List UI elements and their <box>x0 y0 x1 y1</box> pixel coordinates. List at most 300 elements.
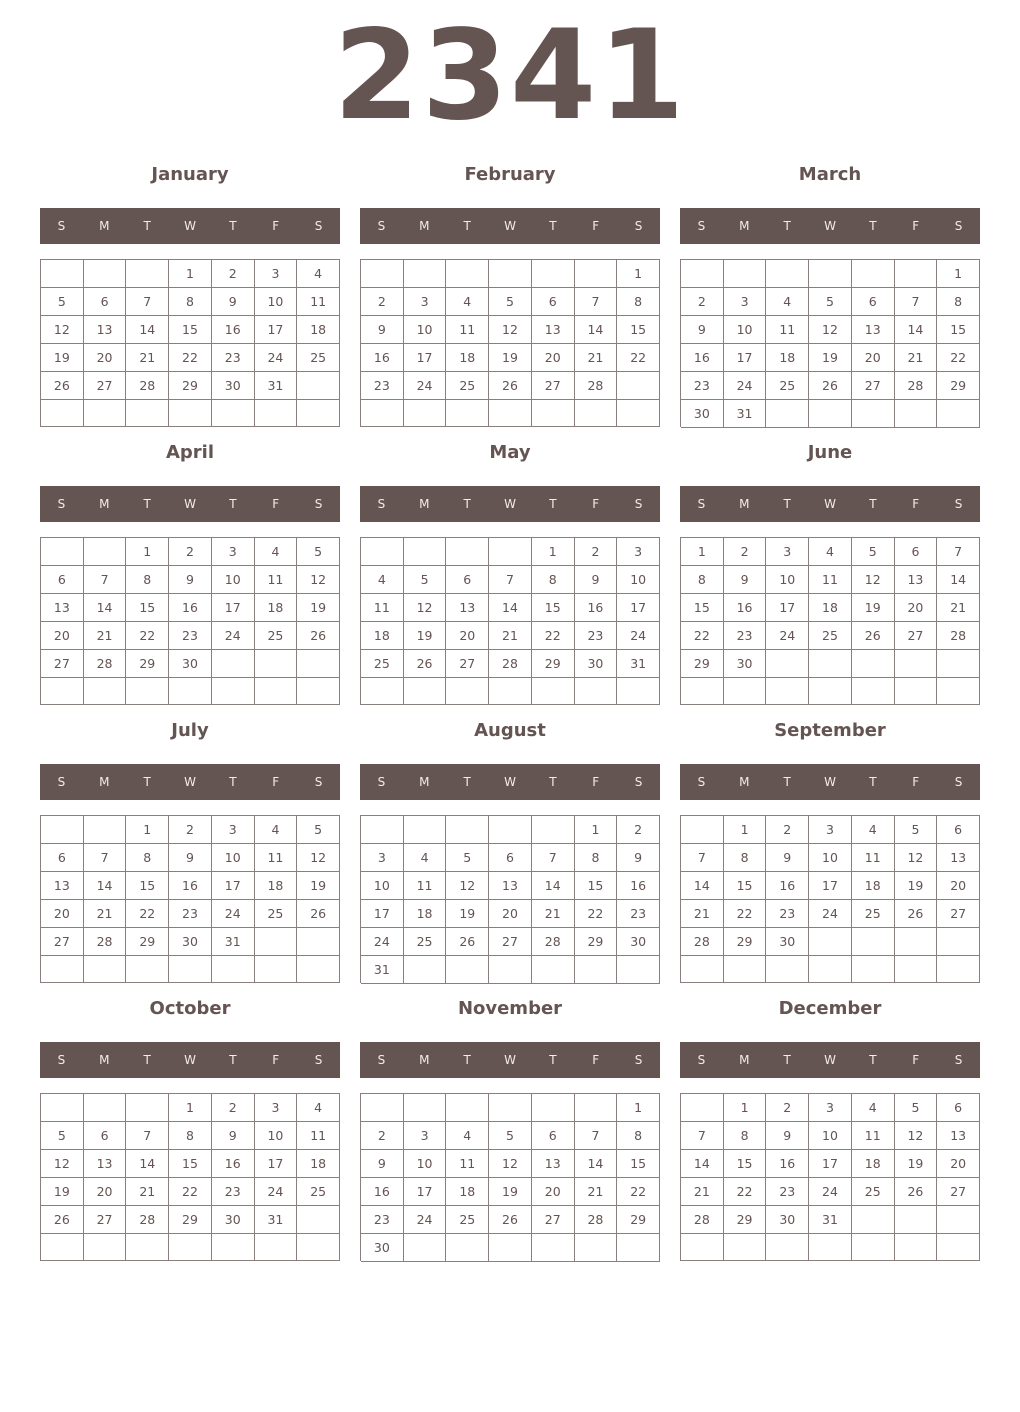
day-cell: 31 <box>724 400 767 428</box>
day-cell: 8 <box>575 844 618 872</box>
empty-cell <box>297 400 340 427</box>
empty-cell <box>852 260 895 288</box>
weekday-label: T <box>783 1053 791 1067</box>
weekday-label: S <box>314 219 323 233</box>
empty-cell <box>446 816 489 844</box>
empty-cell <box>404 1234 447 1262</box>
month-name: September <box>774 720 886 741</box>
weekday-label: T <box>463 219 471 233</box>
empty-cell <box>404 260 447 288</box>
day-cell: 26 <box>895 900 938 928</box>
day-cell: 26 <box>852 622 895 650</box>
weekday-label: F <box>272 775 280 789</box>
empty-cell <box>361 400 404 427</box>
day-cell: 12 <box>297 844 340 872</box>
day-cell: 20 <box>446 622 489 650</box>
day-cell: 5 <box>895 816 938 844</box>
day-cell: 9 <box>724 566 767 594</box>
empty-cell <box>766 650 809 678</box>
weekday-label: S <box>954 219 963 233</box>
weekday-label: T <box>869 775 877 789</box>
day-cell: 20 <box>41 900 84 928</box>
day-cell: 23 <box>169 900 212 928</box>
day-cell: 10 <box>255 288 298 316</box>
empty-cell <box>84 678 127 705</box>
empty-cell <box>532 1094 575 1122</box>
day-cell: 25 <box>297 344 340 372</box>
day-cell: 6 <box>532 1122 575 1150</box>
day-cell: 13 <box>532 1150 575 1178</box>
empty-cell <box>297 650 340 678</box>
day-grid <box>680 815 980 983</box>
day-cell: 20 <box>937 1150 980 1178</box>
day-cell: 14 <box>937 566 980 594</box>
day-cell: 6 <box>84 288 127 316</box>
empty-cell <box>895 1206 938 1234</box>
day-cell: 1 <box>169 1094 212 1122</box>
day-cell: 27 <box>84 1206 127 1234</box>
day-cell: 6 <box>446 566 489 594</box>
day-cell: 31 <box>809 1206 852 1234</box>
empty-cell <box>681 816 724 844</box>
day-cell: 30 <box>169 928 212 956</box>
day-cell: 16 <box>575 594 618 622</box>
day-cell: 21 <box>575 344 618 372</box>
day-cell: 5 <box>297 816 340 844</box>
day-grid <box>680 259 980 427</box>
day-cell: 25 <box>446 372 489 400</box>
empty-cell <box>361 538 404 566</box>
day-cell: 20 <box>532 1178 575 1206</box>
month-name: April <box>165 442 215 463</box>
day-cell: 23 <box>361 1206 404 1234</box>
day-cell: 29 <box>532 650 575 678</box>
weekday-label: S <box>57 219 66 233</box>
empty-cell <box>404 400 447 427</box>
weekday-label: M <box>419 775 430 789</box>
day-cell: 27 <box>852 372 895 400</box>
day-cell: 24 <box>809 900 852 928</box>
day-cell: 10 <box>361 872 404 900</box>
empty-cell <box>809 928 852 956</box>
weekday-label: S <box>377 497 386 511</box>
day-cell: 15 <box>617 316 660 344</box>
day-cell: 27 <box>84 372 127 400</box>
day-cell: 24 <box>404 372 447 400</box>
empty-cell <box>446 956 489 984</box>
day-cell: 16 <box>361 1178 404 1206</box>
day-cell: 7 <box>575 288 618 316</box>
day-cell: 21 <box>681 900 724 928</box>
weekday-label: S <box>314 497 323 511</box>
empty-cell <box>84 400 127 427</box>
day-cell: 23 <box>212 344 255 372</box>
day-cell: 27 <box>41 928 84 956</box>
day-cell: 11 <box>297 1122 340 1150</box>
day-cell: 19 <box>297 872 340 900</box>
day-cell: 21 <box>84 622 127 650</box>
day-cell: 17 <box>255 316 298 344</box>
weekday-header <box>360 1042 660 1078</box>
weekday-label: T <box>463 497 471 511</box>
empty-cell <box>84 1094 127 1122</box>
day-grid <box>360 1093 660 1261</box>
day-cell: 3 <box>724 288 767 316</box>
day-cell: 4 <box>852 816 895 844</box>
day-cell: 31 <box>255 372 298 400</box>
day-cell: 18 <box>361 622 404 650</box>
day-grid <box>40 815 340 983</box>
day-cell: 18 <box>766 344 809 372</box>
day-cell: 24 <box>255 1178 298 1206</box>
weekday-label: F <box>912 497 920 511</box>
day-cell: 10 <box>212 566 255 594</box>
weekday-label: S <box>697 775 706 789</box>
day-cell: 11 <box>361 594 404 622</box>
empty-cell <box>255 956 298 983</box>
weekday-label: S <box>634 775 643 789</box>
day-cell: 5 <box>852 538 895 566</box>
empty-cell <box>532 260 575 288</box>
weekday-label: M <box>419 1053 430 1067</box>
day-cell: 30 <box>361 1234 404 1262</box>
day-cell: 18 <box>446 1178 489 1206</box>
empty-cell <box>41 1094 84 1122</box>
day-cell: 28 <box>532 928 575 956</box>
day-cell: 18 <box>255 594 298 622</box>
day-cell: 29 <box>126 928 169 956</box>
day-cell: 6 <box>489 844 532 872</box>
day-cell: 7 <box>937 538 980 566</box>
day-cell: 3 <box>212 538 255 566</box>
day-cell: 7 <box>489 566 532 594</box>
day-cell: 19 <box>895 872 938 900</box>
day-cell: 4 <box>446 1122 489 1150</box>
day-cell: 8 <box>126 566 169 594</box>
empty-cell <box>212 1234 255 1261</box>
day-cell: 17 <box>255 1150 298 1178</box>
weekday-label: T <box>783 775 791 789</box>
day-cell: 11 <box>446 1150 489 1178</box>
empty-cell <box>212 956 255 983</box>
empty-cell <box>617 678 660 705</box>
day-cell: 13 <box>84 1150 127 1178</box>
day-cell: 29 <box>575 928 618 956</box>
day-cell: 16 <box>766 1150 809 1178</box>
day-cell: 1 <box>532 538 575 566</box>
day-cell: 30 <box>766 1206 809 1234</box>
day-cell: 8 <box>724 1122 767 1150</box>
empty-cell <box>126 1234 169 1261</box>
weekday-label: M <box>419 219 430 233</box>
weekday-header <box>40 208 340 244</box>
weekday-label: S <box>954 775 963 789</box>
day-cell: 27 <box>937 1178 980 1206</box>
day-cell: 2 <box>212 1094 255 1122</box>
empty-cell <box>575 1234 618 1262</box>
day-cell: 2 <box>361 1122 404 1150</box>
day-cell: 18 <box>255 872 298 900</box>
day-cell: 20 <box>895 594 938 622</box>
day-cell: 5 <box>895 1094 938 1122</box>
weekday-label: T <box>143 1053 151 1067</box>
empty-cell <box>724 260 767 288</box>
day-cell: 2 <box>617 816 660 844</box>
day-cell: 4 <box>255 538 298 566</box>
day-cell: 23 <box>361 372 404 400</box>
day-cell: 14 <box>681 872 724 900</box>
day-cell: 6 <box>852 288 895 316</box>
empty-cell <box>532 400 575 427</box>
day-cell: 15 <box>169 1150 212 1178</box>
day-cell: 19 <box>404 622 447 650</box>
day-cell: 8 <box>617 288 660 316</box>
weekday-label: M <box>99 497 110 511</box>
day-cell: 14 <box>895 316 938 344</box>
day-cell: 18 <box>852 1150 895 1178</box>
weekday-label: T <box>229 219 237 233</box>
empty-cell <box>489 400 532 427</box>
day-cell: 14 <box>575 1150 618 1178</box>
weekday-label: W <box>184 1053 196 1067</box>
day-cell: 21 <box>895 344 938 372</box>
day-cell: 16 <box>766 872 809 900</box>
day-grid <box>680 537 980 705</box>
day-cell: 3 <box>809 816 852 844</box>
day-cell: 6 <box>937 1094 980 1122</box>
day-cell: 7 <box>532 844 575 872</box>
day-cell: 17 <box>809 1150 852 1178</box>
empty-cell <box>809 260 852 288</box>
weekday-header <box>360 486 660 522</box>
weekday-label: S <box>377 775 386 789</box>
day-cell: 9 <box>169 566 212 594</box>
day-cell: 5 <box>404 566 447 594</box>
empty-cell <box>446 678 489 705</box>
day-cell: 28 <box>84 650 127 678</box>
day-cell: 4 <box>446 288 489 316</box>
day-cell: 29 <box>681 650 724 678</box>
weekday-label: T <box>869 497 877 511</box>
day-cell: 1 <box>724 816 767 844</box>
day-cell: 1 <box>617 1094 660 1122</box>
weekday-label: T <box>143 775 151 789</box>
day-cell: 22 <box>126 900 169 928</box>
day-cell: 30 <box>724 650 767 678</box>
day-cell: 15 <box>532 594 575 622</box>
day-cell: 31 <box>361 956 404 984</box>
day-cell: 10 <box>404 316 447 344</box>
day-cell: 4 <box>404 844 447 872</box>
weekday-label: F <box>592 1053 600 1067</box>
empty-cell <box>852 400 895 428</box>
weekday-label: S <box>57 497 66 511</box>
weekday-label: T <box>229 775 237 789</box>
empty-cell <box>404 956 447 984</box>
weekday-label: W <box>824 497 836 511</box>
empty-cell <box>297 1234 340 1261</box>
day-cell: 1 <box>575 816 618 844</box>
day-cell: 6 <box>84 1122 127 1150</box>
day-cell: 22 <box>617 1178 660 1206</box>
weekday-label: M <box>99 775 110 789</box>
day-cell: 26 <box>446 928 489 956</box>
day-cell: 3 <box>255 1094 298 1122</box>
empty-cell <box>446 400 489 427</box>
day-cell: 9 <box>212 288 255 316</box>
day-cell: 8 <box>681 566 724 594</box>
empty-cell <box>809 678 852 705</box>
empty-cell <box>126 260 169 288</box>
day-cell: 4 <box>852 1094 895 1122</box>
day-cell: 4 <box>809 538 852 566</box>
day-cell: 28 <box>937 622 980 650</box>
day-cell: 16 <box>169 872 212 900</box>
empty-cell <box>852 1206 895 1234</box>
day-cell: 2 <box>212 260 255 288</box>
day-cell: 9 <box>617 844 660 872</box>
empty-cell <box>852 1234 895 1261</box>
weekday-label: T <box>229 1053 237 1067</box>
day-cell: 12 <box>41 316 84 344</box>
day-cell: 17 <box>724 344 767 372</box>
empty-cell <box>617 1234 660 1262</box>
empty-cell <box>724 956 767 983</box>
day-cell: 4 <box>766 288 809 316</box>
day-cell: 23 <box>617 900 660 928</box>
empty-cell <box>255 928 298 956</box>
day-cell: 3 <box>404 1122 447 1150</box>
day-cell: 20 <box>852 344 895 372</box>
weekday-label: S <box>697 1053 706 1067</box>
empty-cell <box>489 678 532 705</box>
weekday-label: S <box>377 1053 386 1067</box>
day-cell: 2 <box>169 538 212 566</box>
day-cell: 10 <box>766 566 809 594</box>
day-cell: 11 <box>446 316 489 344</box>
day-cell: 17 <box>404 344 447 372</box>
empty-cell <box>489 1234 532 1262</box>
day-cell: 11 <box>766 316 809 344</box>
empty-cell <box>126 400 169 427</box>
day-cell: 19 <box>895 1150 938 1178</box>
empty-cell <box>895 650 938 678</box>
day-cell: 20 <box>532 344 575 372</box>
day-cell: 11 <box>297 288 340 316</box>
day-cell: 9 <box>361 1150 404 1178</box>
day-cell: 25 <box>809 622 852 650</box>
day-cell: 21 <box>126 344 169 372</box>
day-cell: 25 <box>852 900 895 928</box>
weekday-label: F <box>912 1053 920 1067</box>
day-cell: 16 <box>681 344 724 372</box>
empty-cell <box>617 956 660 984</box>
empty-cell <box>41 956 84 983</box>
weekday-label: S <box>314 775 323 789</box>
day-cell: 11 <box>852 1122 895 1150</box>
day-cell: 8 <box>724 844 767 872</box>
day-cell: 10 <box>212 844 255 872</box>
day-cell: 2 <box>361 288 404 316</box>
weekday-label: M <box>739 775 750 789</box>
month-name: March <box>798 164 862 185</box>
day-cell: 2 <box>169 816 212 844</box>
day-cell: 26 <box>489 1206 532 1234</box>
empty-cell <box>41 816 84 844</box>
weekday-label: T <box>549 219 557 233</box>
weekday-label: W <box>824 1053 836 1067</box>
empty-cell <box>297 1206 340 1234</box>
day-cell: 11 <box>255 844 298 872</box>
empty-cell <box>895 956 938 983</box>
day-cell: 8 <box>169 288 212 316</box>
day-cell: 28 <box>575 372 618 400</box>
weekday-label: T <box>143 219 151 233</box>
day-cell: 8 <box>937 288 980 316</box>
empty-cell <box>766 678 809 705</box>
day-cell: 19 <box>489 344 532 372</box>
day-cell: 13 <box>937 1122 980 1150</box>
weekday-label: S <box>634 1053 643 1067</box>
day-cell: 20 <box>41 622 84 650</box>
day-grid <box>360 537 660 705</box>
day-cell: 26 <box>404 650 447 678</box>
weekday-label: T <box>463 775 471 789</box>
empty-cell <box>681 956 724 983</box>
day-cell: 18 <box>852 872 895 900</box>
day-cell: 5 <box>41 288 84 316</box>
empty-cell <box>575 260 618 288</box>
day-cell: 30 <box>212 1206 255 1234</box>
day-cell: 19 <box>297 594 340 622</box>
day-cell: 13 <box>446 594 489 622</box>
weekday-label: T <box>229 497 237 511</box>
day-cell: 21 <box>575 1178 618 1206</box>
weekday-label: M <box>739 1053 750 1067</box>
empty-cell <box>724 678 767 705</box>
day-cell: 25 <box>255 622 298 650</box>
weekday-header <box>680 1042 980 1078</box>
day-cell: 7 <box>126 1122 169 1150</box>
day-grid <box>40 537 340 705</box>
day-cell: 12 <box>404 594 447 622</box>
day-cell: 1 <box>169 260 212 288</box>
weekday-label: M <box>739 497 750 511</box>
month-name: January <box>151 164 229 185</box>
day-cell: 13 <box>937 844 980 872</box>
weekday-header <box>680 764 980 800</box>
empty-cell <box>532 956 575 984</box>
weekday-header <box>40 764 340 800</box>
day-cell: 14 <box>84 872 127 900</box>
weekday-header <box>360 764 660 800</box>
day-cell: 22 <box>724 900 767 928</box>
empty-cell <box>681 1094 724 1122</box>
day-cell: 25 <box>297 1178 340 1206</box>
weekday-label: S <box>697 497 706 511</box>
weekday-label: W <box>824 775 836 789</box>
day-cell: 17 <box>809 872 852 900</box>
day-cell: 23 <box>575 622 618 650</box>
day-cell: 1 <box>937 260 980 288</box>
day-cell: 10 <box>724 316 767 344</box>
empty-cell <box>126 956 169 983</box>
day-cell: 17 <box>212 872 255 900</box>
day-cell: 4 <box>297 260 340 288</box>
day-cell: 22 <box>532 622 575 650</box>
day-cell: 22 <box>575 900 618 928</box>
day-cell: 12 <box>489 1150 532 1178</box>
